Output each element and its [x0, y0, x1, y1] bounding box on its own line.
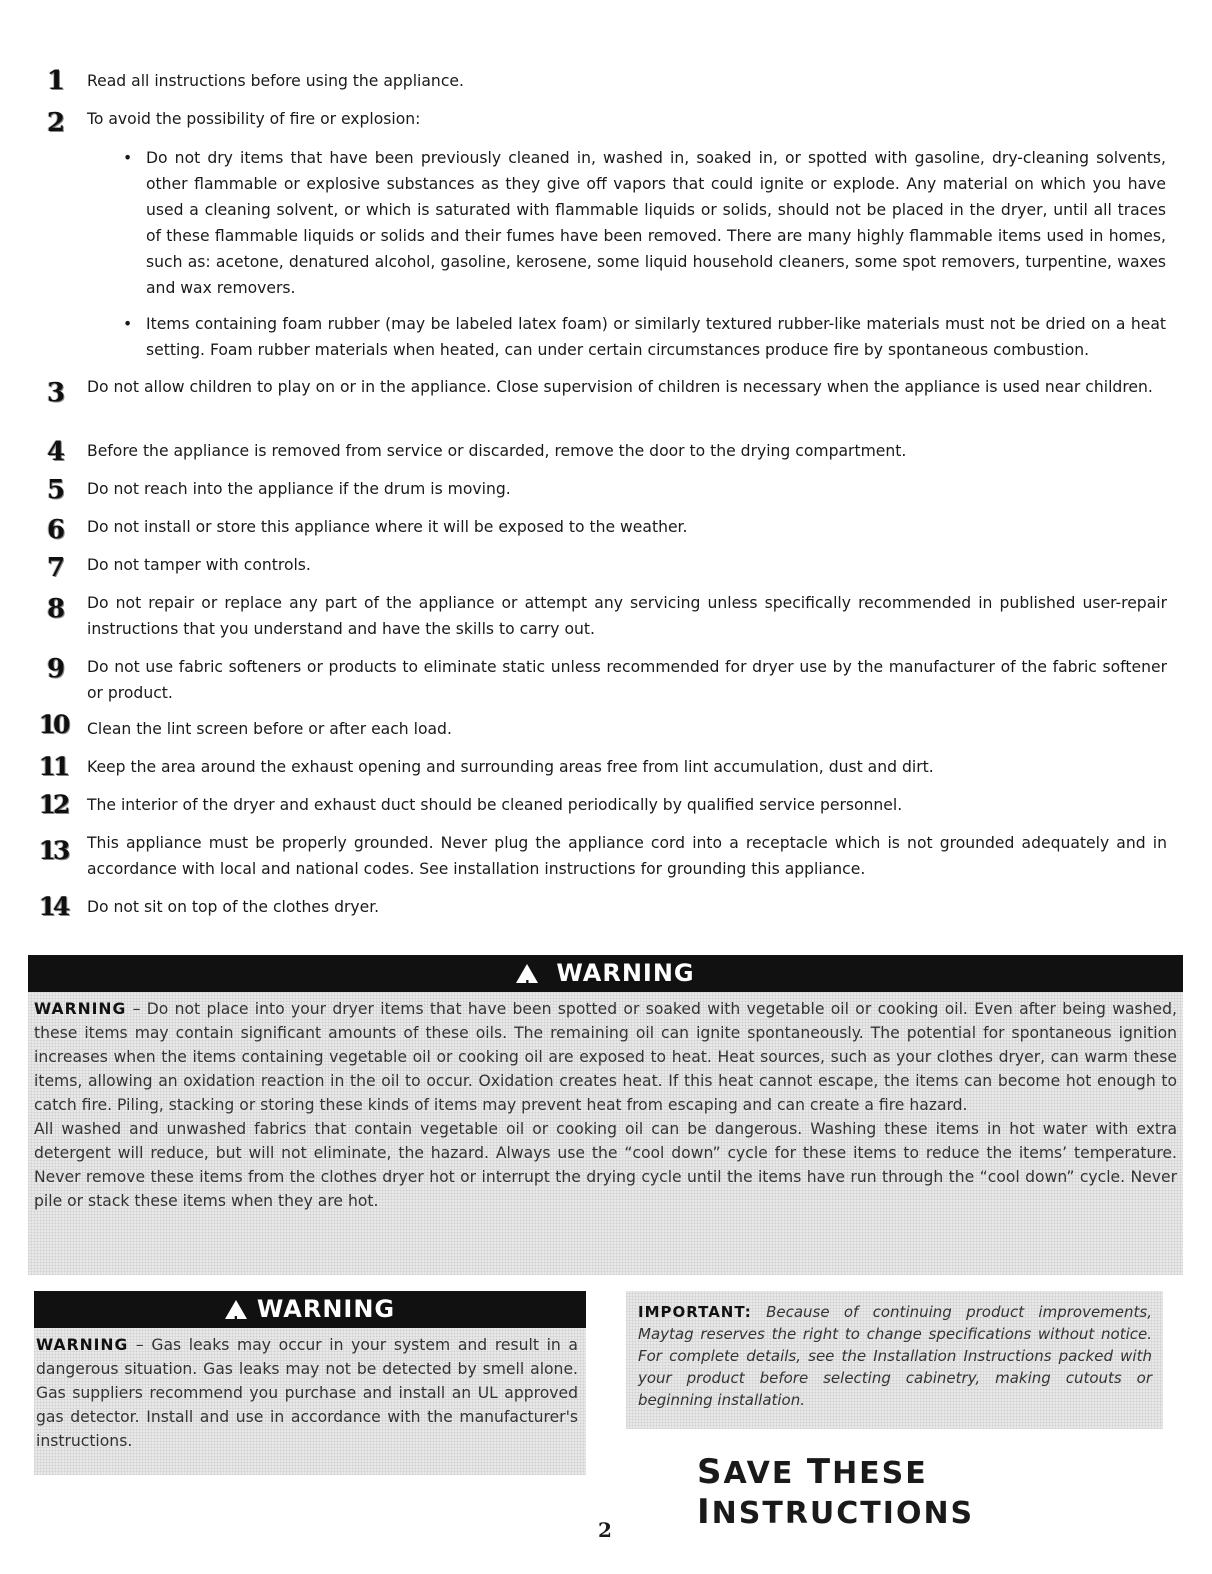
gas-warning-body [36, 1333, 578, 1453]
bullet-text-1: Do not dry items that have been previously cleaned in, washed in, soaked in, or spotted with gasoline, dry-cleaning solvents, other flammable or explosive substances as they give off vapors that could ignite or explode. Any material on which you have used a cleaning solvent, or which is saturated with flammable liquids or solids, should not be placed in the dryer, until all traces of these flammable liquids or solids and their fumes have been removed. There are many highly flammable items used in homes, such as: acetone, denatured alcohol, gasoline, kerosene, some liquid household cleaners, some spot removers, turpentine, waxes and wax removers. [146, 149, 1166, 297]
warning-body [34, 997, 1177, 1213]
gas-warning-triangle-icon [225, 1300, 247, 1319]
warning-paragraph-1 [34, 997, 1177, 1117]
warning-triangle-icon [516, 964, 538, 983]
important-label: IMPORTANT: [638, 1303, 752, 1321]
warning-header-bar [28, 955, 1183, 992]
instruction-1: Read all instructions before using the appliance. [87, 72, 464, 90]
number-9-badge: 9 [46, 654, 66, 684]
save-instructions-heading [697, 1452, 1212, 1532]
instruction-14: Do not sit on top of the clothes dryer. [87, 898, 380, 916]
instruction-13: This appliance must be properly grounded. Never plug the appliance cord into a receptacle which is not grounded adequately and in accordance with local and national codes. See installation instructions for grounding this appliance. [87, 834, 1167, 878]
these-word: THESE [806, 1452, 928, 1492]
page-number: 2 [598, 1518, 612, 1542]
instruction-11: Keep the area around the exhaust opening and surrounding areas free from lint accumulation, dust and dirt. [87, 758, 934, 776]
number-8-badge: 8 [46, 594, 66, 624]
bullet-dot: • [123, 315, 133, 333]
instruction-2: To avoid the possibility of fire or explosion: [87, 110, 421, 128]
number-7-badge: 7 [46, 553, 66, 583]
instruction-9: Do not use fabric softeners or products to eliminate static unless recommended for dryer use by the manufacturer of the fabric softener or product. [87, 658, 1167, 702]
instruction-5: Do not reach into the appliance if the drum is moving. [87, 480, 511, 498]
number-10-badge: 10 [38, 710, 68, 739]
number-4-badge: 4 [46, 437, 66, 467]
number-1-badge: 1 [46, 66, 66, 96]
number-14-badge: 14 [38, 892, 68, 921]
number-6-badge: 6 [46, 515, 66, 545]
number-5-badge: 5 [46, 475, 66, 505]
number-13-badge: 13 [38, 836, 68, 865]
instruction-6: Do not install or store this appliance where it will be exposed to the weather. [87, 518, 688, 536]
warning-paragraph-2: All washed and unwashed fabrics that contain vegetable oil or cooking oil can be dangerous. Washing these items in hot water with extra detergent will reduce, but will not eliminate, the hazard. Always use the “cool down” cycle for these items to reduce the items’ temperature. Never remove these items from the clothes dryer hot or interrupt the drying cycle until the items have run through the “cool down” cycle. Never pile or stack these items when they are hot. [34, 1120, 1177, 1210]
bullet-dot: • [123, 149, 133, 167]
instruction-3: Do not allow children to play on or in the appliance. Close supervision of children is necessary when the appliance is used near children. [87, 378, 1153, 396]
gas-warning-text: – Gas leaks may occur in your system and result in a dangerous situation. Gas leaks may not be detected by smell alone. Gas suppliers recommend you purchase and install an UL approved gas detector. Install and use in accordance with the manufacturer's instructions. [36, 1336, 578, 1450]
number-2-badge: 2 [46, 108, 66, 138]
number-3-badge: 3 [46, 378, 66, 408]
instruction-12: The interior of the dryer and exhaust duct should be cleaned periodically by qualified service personnel. [87, 796, 903, 814]
bullet-item-2 [123, 311, 1166, 363]
warning-para1-text: – Do not place into your dryer items that have been spotted or soaked with vegetable oil or cooking oil. Even after being washed, these items may contain significant amounts of these oils. The remaining oil can ignite spontaneously. The potential for spontaneous ignition increases when the items containing vegetable oil or cooking oil are exposed to heat. Heat sources, such as your clothes dryer, can warm these items, allowing an oxidation reaction in the oil to occur. Oxidation creates heat. If this heat cannot escape, the items can become hot enough to catch fire. Piling, stacking or storing these kinds of items may prevent heat from escaping and can create a fire hazard. [34, 1000, 1177, 1114]
instructions-word: INSTRUCTIONS [697, 1492, 975, 1532]
instruction-4: Before the appliance is removed from service or discarded, remove the door to the drying compartment. [87, 442, 907, 460]
number-12-badge: 12 [38, 790, 68, 819]
gas-warning-header-bar [34, 1291, 586, 1328]
bullet-item-1 [123, 145, 1166, 301]
important-body [638, 1301, 1152, 1411]
gas-warning-header-text: WARNING [256, 1295, 396, 1323]
warning-header-text: WARNING [556, 959, 695, 987]
instruction-7: Do not tamper with controls. [87, 556, 311, 574]
gas-warning-label: WARNING [36, 1336, 129, 1354]
warning-label: WARNING [34, 1000, 127, 1018]
instruction-10: Clean the lint screen before or after each load. [87, 720, 452, 738]
number-11-badge: 11 [38, 752, 68, 781]
save-word: SAVE [697, 1452, 795, 1492]
instruction-8: Do not repair or replace any part of the appliance or attempt any servicing unless specifically recommended in published user-repair instructions that you understand and have the skills to carry out. [87, 594, 1167, 638]
important-text: Because of continuing product improvements, Maytag reserves the right to change specifications without notice. For complete details, see the Installation Instructions packed with your product before selecting cabinetry, making cutouts or beginning installation. [638, 1303, 1152, 1409]
bullet-text-2: Items containing foam rubber (may be labeled latex foam) or similarly textured rubber-like materials must not be dried on a heat setting. Foam rubber materials when heated, can under certain circumstances produce fire by spontaneous combustion. [146, 315, 1166, 359]
